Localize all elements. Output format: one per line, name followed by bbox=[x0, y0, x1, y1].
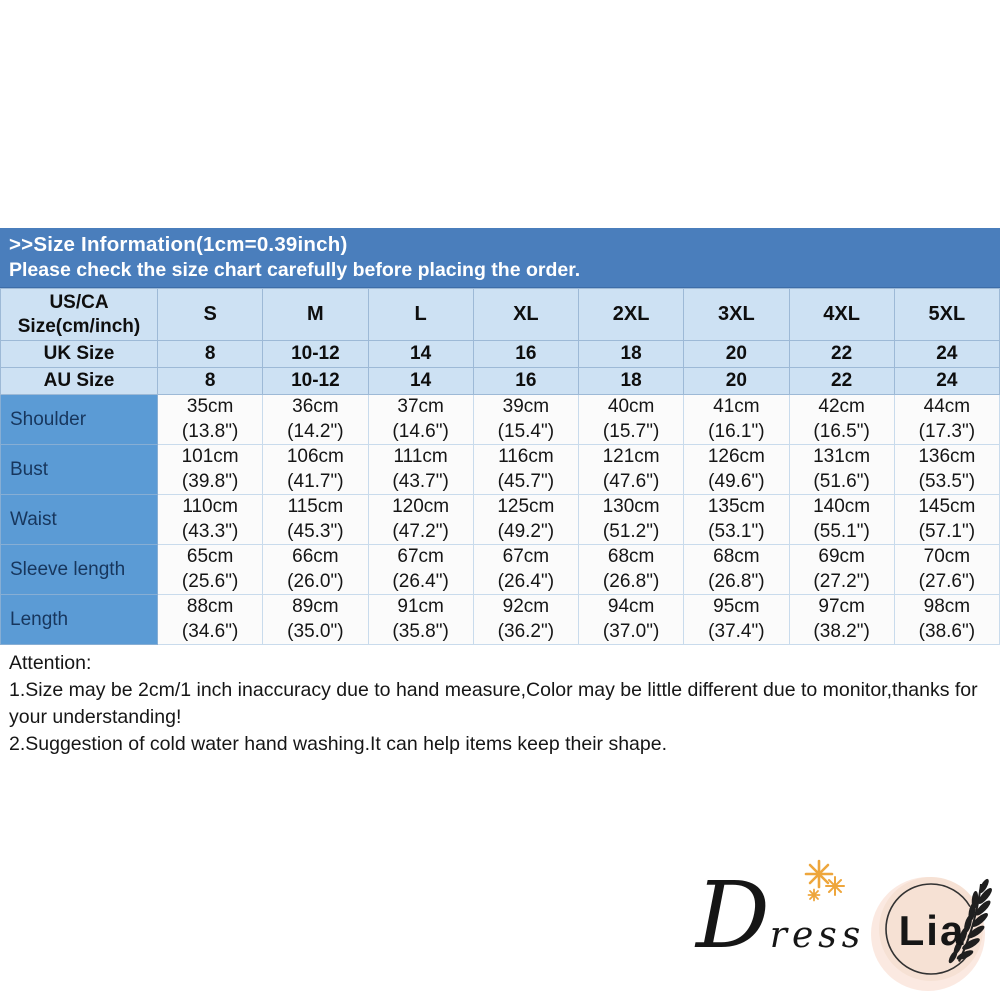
dresslia-logo bbox=[692, 850, 992, 998]
measurement-row bbox=[1, 545, 1000, 595]
conversion-label: UK Size bbox=[1, 341, 158, 368]
inch-value: (41.7") bbox=[287, 470, 344, 492]
inch-value: (51.6") bbox=[813, 470, 870, 492]
inch-value: (26.4") bbox=[497, 570, 555, 592]
measurement-cell bbox=[158, 545, 263, 595]
cm-value: 36cm bbox=[292, 396, 339, 417]
cm-value: 66cm bbox=[292, 546, 339, 567]
measurement-cell bbox=[263, 495, 368, 545]
size-header-row bbox=[1, 289, 1000, 341]
measurement-cell bbox=[263, 545, 368, 595]
cm-value: 39cm bbox=[502, 396, 550, 417]
inch-value: (51.2") bbox=[602, 520, 660, 542]
measurement-cell bbox=[894, 445, 999, 495]
cm-value: 67cm bbox=[502, 546, 550, 567]
inch-value: (26.4") bbox=[392, 570, 449, 592]
corner-line2: Size(cm/inch) bbox=[17, 315, 141, 337]
measurement-label: Length bbox=[1, 595, 158, 645]
inch-value: (16.1") bbox=[708, 420, 765, 442]
cm-value: 135cm bbox=[707, 496, 765, 517]
inch-value: (45.3") bbox=[287, 520, 344, 542]
cm-value: 92cm bbox=[502, 596, 550, 617]
cm-value: 121cm bbox=[602, 446, 660, 467]
attention-item: 2.Suggestion of cold water hand washing.It can help items keep their shape. bbox=[9, 733, 667, 755]
inch-value: (27.6") bbox=[918, 570, 976, 592]
measurement-cell bbox=[789, 495, 894, 545]
measurement-cell bbox=[894, 395, 999, 445]
inch-value: (25.6") bbox=[181, 570, 239, 592]
cm-value: 44cm bbox=[923, 396, 971, 417]
logo-script-text: Dress bbox=[696, 862, 866, 969]
inch-value: (38.6") bbox=[918, 620, 976, 642]
cm-value: 70cm bbox=[923, 546, 971, 567]
cm-value: 68cm bbox=[713, 546, 760, 567]
conversion-value: 10-12 bbox=[263, 341, 368, 368]
inch-value: (43.3") bbox=[181, 520, 239, 542]
size-column-header: 2XL bbox=[579, 289, 684, 341]
size-column-header: 3XL bbox=[684, 289, 789, 341]
inch-value: (47.6") bbox=[602, 470, 660, 492]
inch-value: (13.8") bbox=[181, 420, 239, 442]
inch-value: (35.8") bbox=[392, 620, 449, 642]
inch-value: (16.5") bbox=[813, 420, 870, 442]
size-column-header: M bbox=[263, 289, 368, 341]
inch-value: (43.7") bbox=[392, 470, 449, 492]
measurement-cell bbox=[368, 595, 473, 645]
size-table-body bbox=[1, 395, 1000, 645]
conversion-value: 20 bbox=[684, 368, 789, 395]
inch-value: (53.5") bbox=[918, 470, 976, 492]
cm-value: 130cm bbox=[602, 496, 660, 517]
measurement-cell bbox=[158, 395, 263, 445]
banner-subtitle: Please check the size chart carefully before placing the order. bbox=[9, 259, 581, 281]
conversion-value: 24 bbox=[894, 341, 999, 368]
cm-value: 35cm bbox=[186, 396, 234, 417]
conversion-value: 24 bbox=[894, 368, 999, 395]
measurement-cell bbox=[684, 545, 789, 595]
measurement-cell bbox=[789, 545, 894, 595]
conversion-value: 10-12 bbox=[263, 368, 368, 395]
cm-value: 65cm bbox=[186, 546, 234, 567]
corner-line1: US/CA bbox=[49, 291, 109, 313]
logo-bold-text: Lia bbox=[898, 907, 966, 954]
inch-value: (34.6") bbox=[181, 620, 239, 642]
conversion-value: 18 bbox=[579, 368, 684, 395]
cm-value: 68cm bbox=[607, 546, 655, 567]
measurement-cell bbox=[579, 495, 684, 545]
conversion-value: 16 bbox=[473, 341, 578, 368]
conversion-value: 14 bbox=[368, 368, 473, 395]
measurement-cell bbox=[158, 595, 263, 645]
inch-value: (14.2") bbox=[287, 420, 344, 442]
measurement-cell bbox=[579, 595, 684, 645]
cm-value: 131cm bbox=[813, 446, 871, 467]
conversion-value: 14 bbox=[368, 341, 473, 368]
measurement-cell bbox=[263, 445, 368, 495]
conversion-row bbox=[1, 341, 1000, 368]
cm-value: 88cm bbox=[186, 596, 234, 617]
inch-value: (57.1") bbox=[918, 520, 976, 542]
inch-value: (26.8") bbox=[602, 570, 660, 592]
measurement-cell bbox=[473, 445, 578, 495]
cm-value: 94cm bbox=[607, 596, 655, 617]
conversion-value: 22 bbox=[789, 368, 894, 395]
attention-title: Attention: bbox=[9, 652, 92, 674]
cm-value: 67cm bbox=[397, 546, 444, 567]
cm-value: 125cm bbox=[497, 496, 555, 517]
size-column-header: 5XL bbox=[894, 289, 999, 341]
inch-value: (36.2") bbox=[497, 620, 555, 642]
inch-value: (37.4") bbox=[708, 620, 765, 642]
cm-value: 69cm bbox=[818, 546, 865, 567]
measurement-cell bbox=[789, 445, 894, 495]
banner-title: >>Size Information(1cm=0.39inch) bbox=[9, 233, 348, 256]
measurement-cell bbox=[473, 395, 578, 445]
measurement-label: Sleeve length bbox=[1, 545, 158, 595]
cm-value: 120cm bbox=[392, 496, 450, 517]
inch-value: (15.7") bbox=[602, 420, 660, 442]
inch-value: (49.2") bbox=[497, 520, 555, 542]
measurement-cell bbox=[158, 445, 263, 495]
measurement-cell bbox=[684, 495, 789, 545]
measurement-label: Bust bbox=[1, 445, 158, 495]
cm-value: 101cm bbox=[181, 446, 239, 467]
measurement-cell bbox=[894, 595, 999, 645]
measurement-cell bbox=[473, 495, 578, 545]
size-column-header: XL bbox=[473, 289, 578, 341]
inch-value: (15.4") bbox=[497, 420, 555, 442]
cm-value: 97cm bbox=[818, 596, 865, 617]
inch-value: (55.1") bbox=[813, 520, 870, 542]
measurement-cell bbox=[894, 495, 999, 545]
attention-section bbox=[9, 650, 994, 758]
measurement-cell bbox=[684, 445, 789, 495]
measurement-cell bbox=[579, 545, 684, 595]
cm-value: 95cm bbox=[713, 596, 760, 617]
measurement-cell bbox=[368, 395, 473, 445]
measurement-cell bbox=[789, 595, 894, 645]
inch-value: (39.8") bbox=[181, 470, 239, 492]
cm-value: 115cm bbox=[287, 496, 344, 517]
cm-value: 111cm bbox=[393, 446, 448, 467]
inch-value: (45.7") bbox=[497, 470, 555, 492]
measurement-cell bbox=[263, 395, 368, 445]
cm-value: 40cm bbox=[607, 396, 655, 417]
inch-value: (35.0") bbox=[287, 620, 344, 642]
cm-value: 41cm bbox=[713, 396, 760, 417]
attention-item: 1.Size may be 2cm/1 inch inaccuracy due to hand measure,Color may be little different due to monitor,thanks for your understanding! bbox=[9, 679, 978, 728]
corner-header bbox=[1, 289, 158, 341]
size-column-header: 4XL bbox=[789, 289, 894, 341]
measurement-label: Waist bbox=[1, 495, 158, 545]
inch-value: (26.0") bbox=[287, 570, 344, 592]
conversion-value: 16 bbox=[473, 368, 578, 395]
measurement-cell bbox=[473, 545, 578, 595]
measurement-cell bbox=[789, 395, 894, 445]
measurement-cell bbox=[579, 445, 684, 495]
inch-value: (27.2") bbox=[813, 570, 870, 592]
measurement-row bbox=[1, 445, 1000, 495]
inch-value: (14.6") bbox=[392, 420, 449, 442]
measurement-cell bbox=[368, 545, 473, 595]
cm-value: 89cm bbox=[292, 596, 339, 617]
measurement-cell bbox=[263, 595, 368, 645]
size-table bbox=[0, 288, 1000, 645]
cm-value: 145cm bbox=[918, 496, 976, 517]
size-column-header: S bbox=[158, 289, 263, 341]
cm-value: 110cm bbox=[182, 496, 238, 517]
size-info-banner bbox=[0, 228, 1000, 288]
conversion-value: 18 bbox=[579, 341, 684, 368]
cm-value: 42cm bbox=[818, 396, 865, 417]
inch-value: (53.1") bbox=[708, 520, 765, 542]
cm-value: 37cm bbox=[397, 396, 444, 417]
inch-value: (26.8") bbox=[708, 570, 765, 592]
measurement-cell bbox=[684, 595, 789, 645]
measurement-cell bbox=[158, 495, 263, 545]
inch-value: (37.0") bbox=[602, 620, 660, 642]
measurement-row bbox=[1, 495, 1000, 545]
size-column-header: L bbox=[368, 289, 473, 341]
conversion-value: 8 bbox=[158, 368, 263, 395]
cm-value: 136cm bbox=[918, 446, 976, 467]
measurement-cell bbox=[894, 545, 999, 595]
measurement-cell bbox=[368, 445, 473, 495]
inch-value: (47.2") bbox=[392, 520, 449, 542]
inch-value: (38.2") bbox=[813, 620, 870, 642]
conversion-value: 8 bbox=[158, 341, 263, 368]
conversion-row bbox=[1, 368, 1000, 395]
conversion-value: 22 bbox=[789, 341, 894, 368]
cm-value: 126cm bbox=[707, 446, 765, 467]
cm-value: 98cm bbox=[923, 596, 971, 617]
conversion-label: AU Size bbox=[1, 368, 158, 395]
measurement-cell bbox=[473, 595, 578, 645]
measurement-row bbox=[1, 595, 1000, 645]
measurement-row bbox=[1, 395, 1000, 445]
measurement-cell bbox=[684, 395, 789, 445]
measurement-cell bbox=[368, 495, 473, 545]
cm-value: 91cm bbox=[397, 596, 444, 617]
inch-value: (49.6") bbox=[708, 470, 765, 492]
inch-value: (17.3") bbox=[918, 420, 976, 442]
measurement-label: Shoulder bbox=[1, 395, 158, 445]
cm-value: 140cm bbox=[813, 496, 871, 517]
conversion-value: 20 bbox=[684, 341, 789, 368]
cm-value: 106cm bbox=[286, 446, 344, 467]
cm-value: 116cm bbox=[498, 446, 554, 467]
measurement-cell bbox=[579, 395, 684, 445]
size-table-header bbox=[1, 289, 1000, 395]
